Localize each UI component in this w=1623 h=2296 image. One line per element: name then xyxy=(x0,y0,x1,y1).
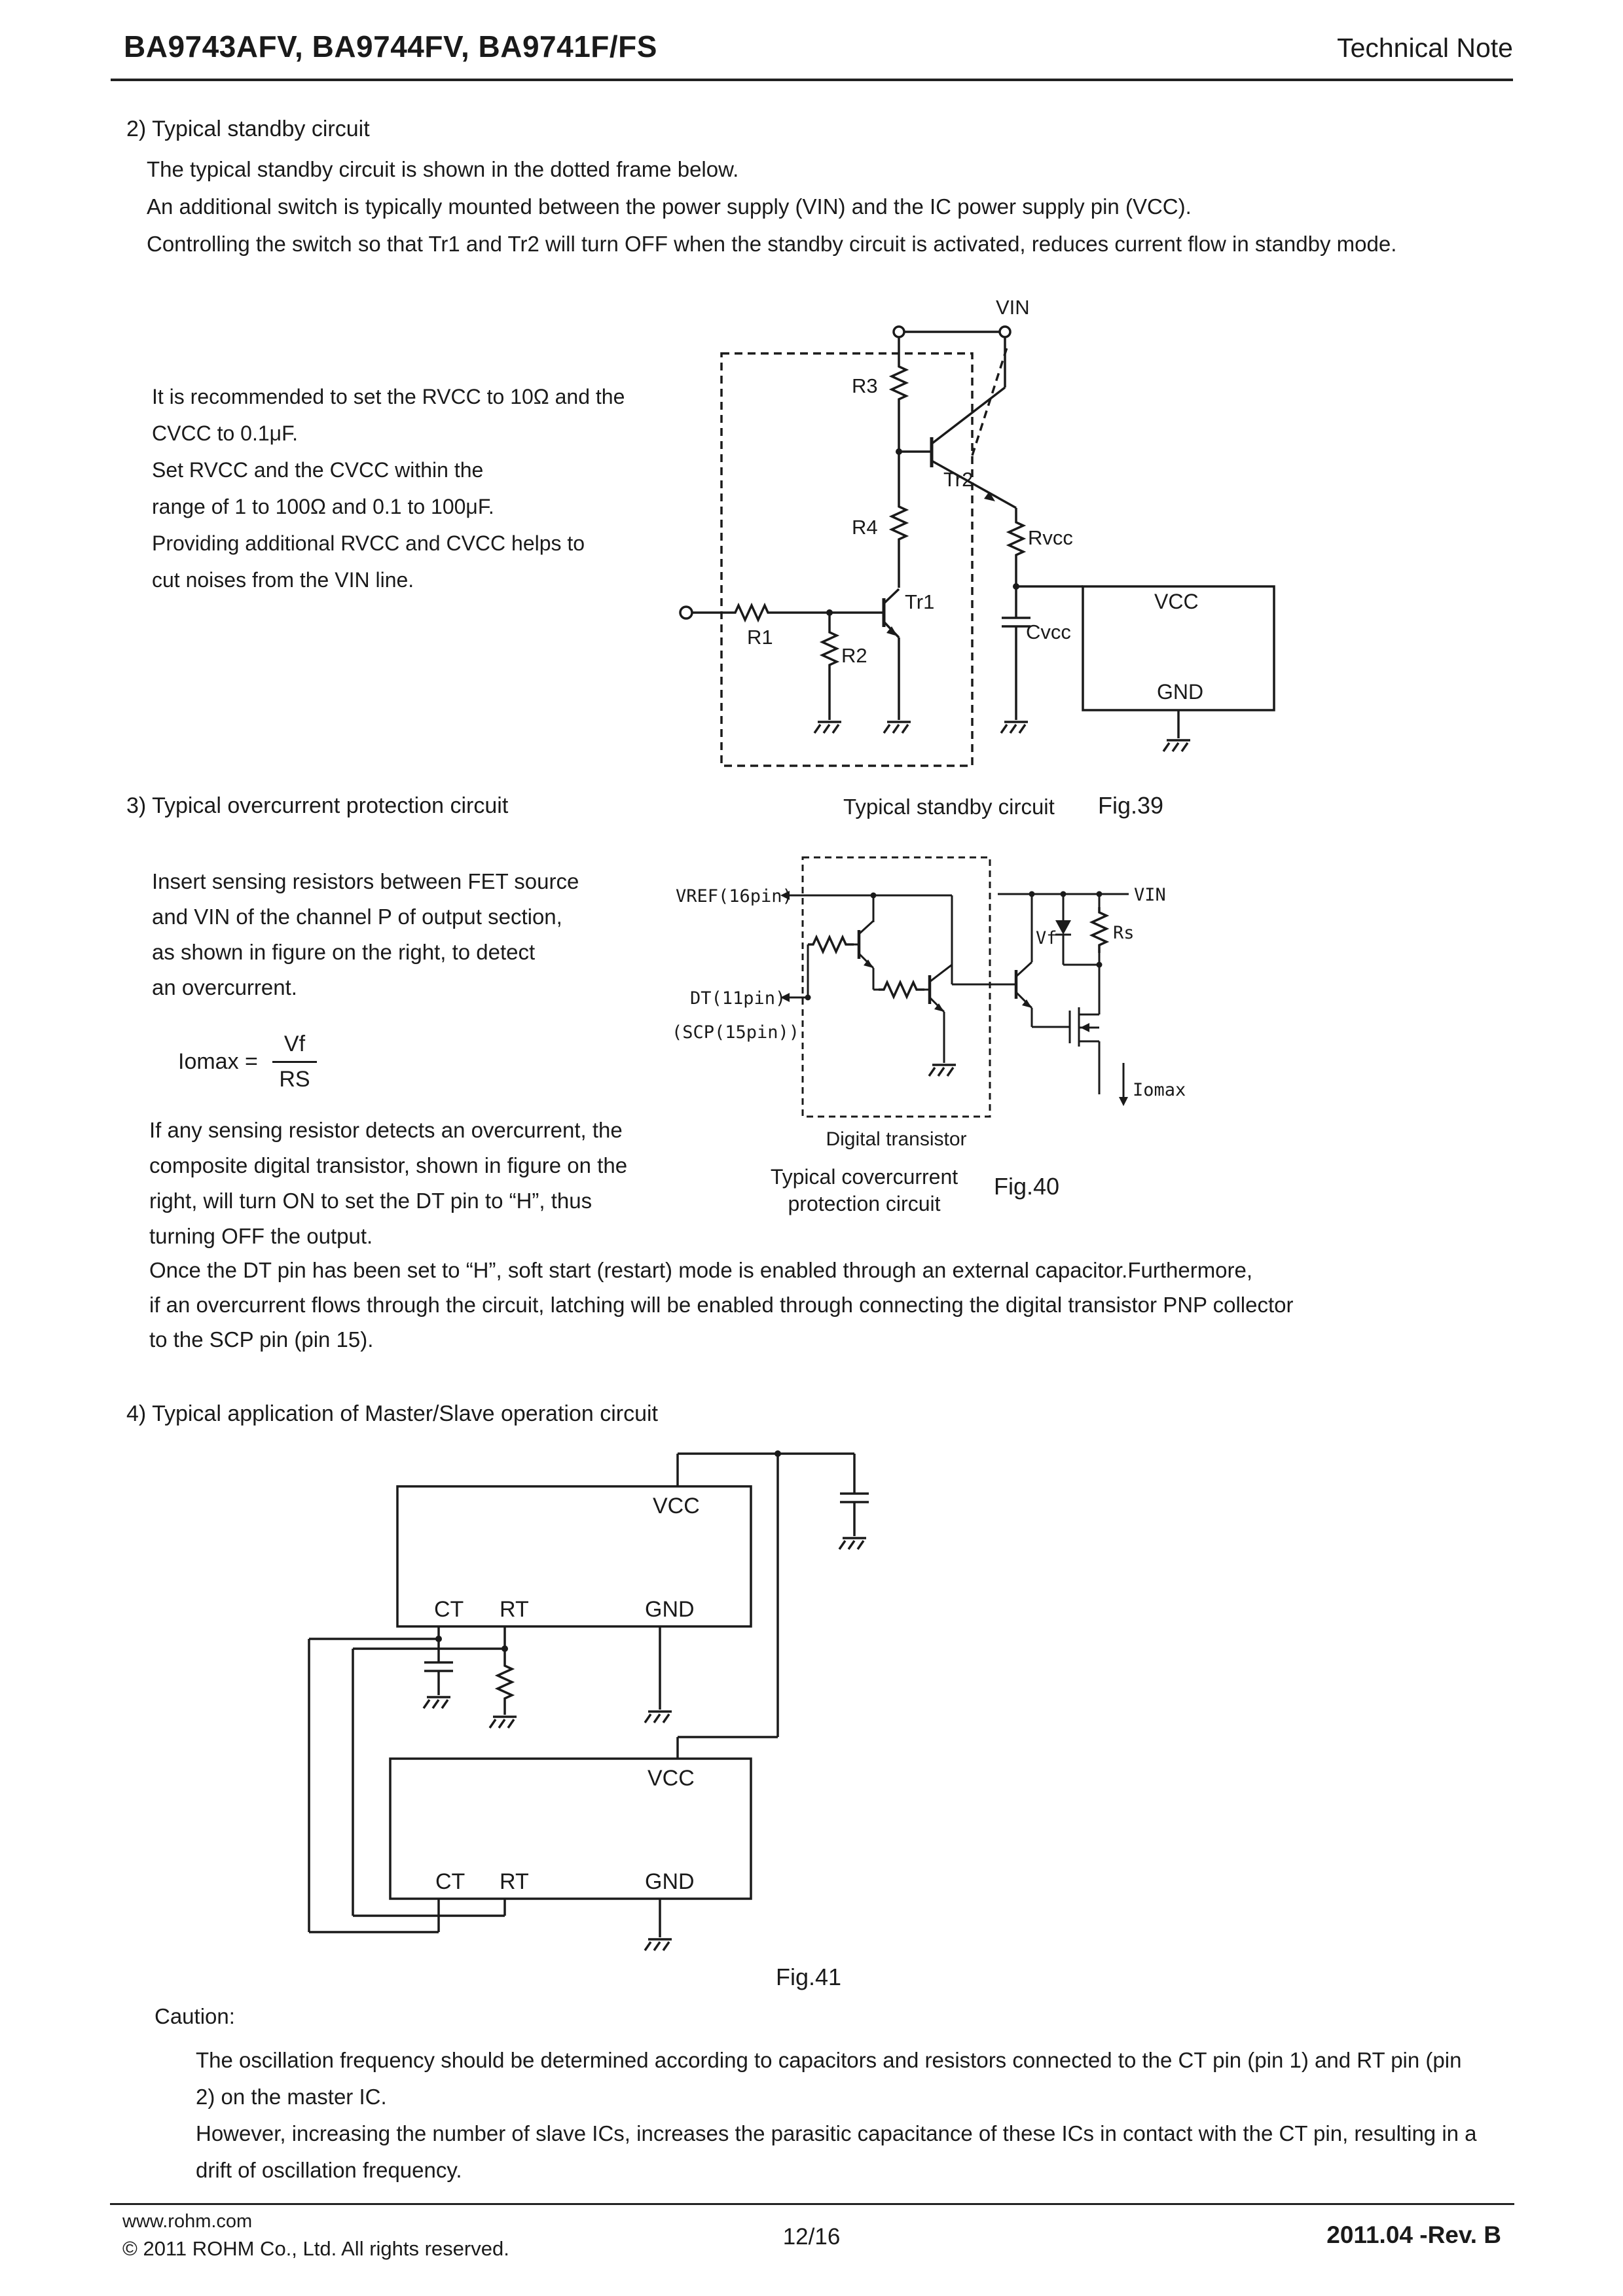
fig41-master-slave-diagram xyxy=(280,1435,921,1984)
r4-label: R4 xyxy=(852,516,878,539)
text-line: Controlling the switch so that Tr1 and Tr2 will turn OFF when the standby circuit is activated, reduces current flow in standby mode. xyxy=(147,232,1397,256)
iomax-label: Iomax xyxy=(1133,1080,1186,1100)
footer-website: www.rohm.com xyxy=(122,2211,253,2232)
section4-heading: 4) Typical application of Master/Slave operation circuit xyxy=(126,1401,658,1426)
text-line: cut noises from the VIN line. xyxy=(152,568,414,592)
page-number: 12/16 xyxy=(782,2224,841,2250)
section2-heading: 2) Typical standby circuit xyxy=(126,117,370,141)
page-title: BA9743AFV, BA9744FV, BA9741F/FS xyxy=(124,29,657,63)
text-line: Providing additional RVCC and CVCC helps to xyxy=(152,531,585,555)
cvcc-label: Cvcc xyxy=(1026,620,1071,643)
vin-label: VIN xyxy=(996,296,1030,319)
section3-heading: 3) Typical overcurrent protection circuit xyxy=(126,793,509,818)
vin-label: VIN xyxy=(1134,885,1166,905)
fig40-wires xyxy=(780,857,1129,1117)
master-rt-label: RT xyxy=(500,1597,529,1622)
fig40-overcurrent-circuit-diagram xyxy=(670,847,1227,1187)
text-line: The typical standby circuit is shown in the dotted frame below. xyxy=(147,157,739,181)
fig40-caption xyxy=(753,1164,976,1217)
fig39-number: Fig.39 xyxy=(1098,792,1164,819)
text-line: It is recommended to set the RVCC to 10Ω and the xyxy=(152,385,625,408)
digital-transistor-label: Digital transistor xyxy=(826,1128,967,1150)
section3-paragraph-3 xyxy=(149,1253,1294,1357)
footer-rule xyxy=(110,2203,1514,2205)
fig41-wires xyxy=(309,1450,869,1950)
iomax-formula xyxy=(178,1031,317,1092)
vf-label: Vf xyxy=(1036,928,1057,948)
text-line: An additional switch is typically mounted between the power supply (VIN) and the IC power supply pin (VCC). xyxy=(147,194,1192,219)
text-line: The oscillation frequency should be determined according to capacitors and resistors connected to the CT pin (pin 1) and RT pin (pin xyxy=(196,2048,1462,2072)
text-line: if an overcurrent flows through the circuit, latching will be enabled through connecting the digital transistor PNP collector xyxy=(149,1293,1294,1317)
text-line: as shown in figure on the right, to detect xyxy=(152,940,536,964)
text-line: right, will turn ON to set the DT pin to “H”, thus xyxy=(149,1189,593,1213)
header-rule xyxy=(111,79,1513,81)
text-line: 2) on the master IC. xyxy=(196,2085,387,2109)
text-line: Insert sensing resistors between FET source xyxy=(152,869,579,893)
fig40-number: Fig.40 xyxy=(994,1173,1060,1200)
caution-paragraph xyxy=(196,2042,1477,2189)
text-line: Typical covercurrent xyxy=(770,1165,958,1189)
footer-copyright: © 2011 ROHM Co., Ltd. All rights reserved. xyxy=(122,2237,509,2260)
fig39-labels xyxy=(747,296,1203,704)
doc-type-label: Technical Note xyxy=(1337,33,1513,63)
text-line: and VIN of the channel P of output section, xyxy=(152,905,562,929)
formula-fraction xyxy=(272,1031,317,1092)
gnd-pin-label: GND xyxy=(1157,680,1204,704)
section2-note xyxy=(152,378,625,598)
text-line: composite digital transistor, shown in figure on the xyxy=(149,1153,628,1177)
formula-denominator: RS xyxy=(279,1067,310,1092)
scp-pin-label: (SCP(15pin)) xyxy=(672,1022,800,1043)
slave-rt-label: RT xyxy=(500,1869,529,1894)
text-line: CVCC to 0.1μF. xyxy=(152,422,298,445)
revision-label: 2011.04 -Rev. B xyxy=(1326,2221,1501,2248)
fig41-number: Fig.41 xyxy=(776,1964,842,1990)
text-line: However, increasing the number of slave ICs, increases the parasitic capacitance of these ICs in contact with the CT pin, resulting in a xyxy=(196,2121,1477,2145)
section3-paragraph-2 xyxy=(149,1113,627,1254)
text-line: an overcurrent. xyxy=(152,975,297,999)
slave-ct-label: CT xyxy=(435,1869,465,1894)
text-line: to the SCP pin (pin 15). xyxy=(149,1327,374,1352)
rvcc-label: Rvcc xyxy=(1028,526,1073,549)
dt-pin-label: DT(11pin) xyxy=(690,988,786,1009)
text-line: drift of oscillation frequency. xyxy=(196,2158,462,2182)
r2-label: R2 xyxy=(841,644,867,667)
r3-label: R3 xyxy=(852,374,878,397)
text-line: Set RVCC and the CVCC within the xyxy=(152,458,484,482)
text-line: Once the DT pin has been set to “H”, soft start (restart) mode is enabled through an external capacitor.Furthermore, xyxy=(149,1258,1253,1282)
text-line: turning OFF the output. xyxy=(149,1224,373,1248)
formula-lhs: Iomax = xyxy=(178,1049,258,1074)
vref-pin-label: VREF(16pin) xyxy=(676,886,793,906)
master-vcc-label: VCC xyxy=(653,1494,700,1518)
fig39-caption: Typical standby circuit xyxy=(843,795,1055,819)
r1-label: R1 xyxy=(747,626,773,649)
slave-vcc-label: VCC xyxy=(647,1766,695,1791)
text-line: range of 1 to 100Ω and 0.1 to 100μF. xyxy=(152,495,494,518)
text-line: protection circuit xyxy=(788,1192,941,1215)
vcc-pin-label: VCC xyxy=(1154,590,1199,613)
formula-numerator: Vf xyxy=(272,1031,317,1063)
master-gnd-label: GND xyxy=(645,1597,695,1622)
fig39-standby-circuit-diagram xyxy=(619,280,1378,797)
tr1-label: Tr1 xyxy=(905,590,935,613)
caution-label: Caution: xyxy=(155,2004,235,2028)
slave-gnd-label: GND xyxy=(645,1869,695,1894)
rs-label: Rs xyxy=(1113,923,1135,943)
section3-paragraph-1 xyxy=(152,864,579,1005)
section2-paragraph xyxy=(147,151,1396,262)
text-line: If any sensing resistor detects an overcurrent, the xyxy=(149,1118,623,1142)
tr2-label: Tr2 xyxy=(943,468,974,491)
master-ct-label: CT xyxy=(434,1597,464,1622)
